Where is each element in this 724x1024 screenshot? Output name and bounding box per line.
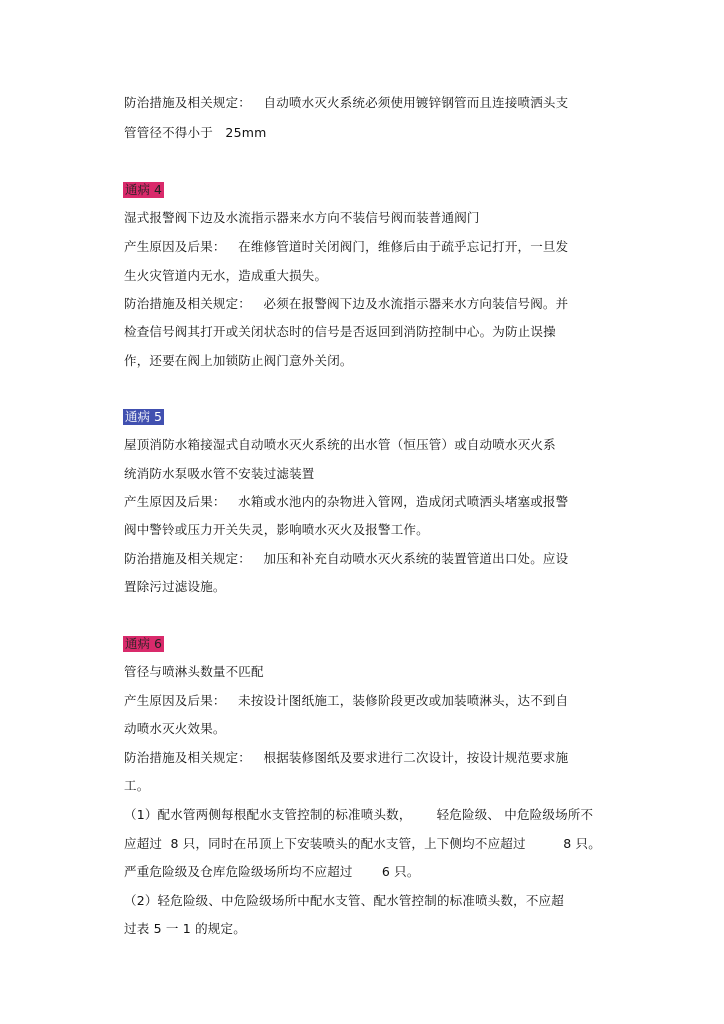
text-line: 防治措施及相关规定： 加压和补充自动喷水灭火系统的装置管道出口处。应设 (124, 551, 569, 566)
text-line: 严重危险级及仓库危险级场所均不应超过 6 只。 (124, 864, 420, 879)
text-line: （2）轻危险级、中危险级场所中配水支管、配水管控制的标准喷头数，不应超 (124, 893, 564, 908)
text-line: 产生原因及后果： 水箱或水池内的杂物进入管网，造成闭式喷洒头堵塞或报警 (124, 494, 569, 509)
defect-tag-6: 通病 6 (125, 636, 162, 651)
defect-tag-4: 通病 4 (125, 182, 162, 197)
text-line: 置除污过滤设施。 (124, 579, 226, 594)
text-line: 管管径不得小于 25mm (124, 125, 267, 140)
text-line: 应超过 8 只，同时在吊顶上下安装喷头的配水支管，上下侧均不应超过 8 只。 (124, 836, 601, 851)
text-line: 生火灾管道内无水，造成重大损失。 (124, 268, 328, 283)
text-line: 检查信号阀其打开或关闭状态时的信号是否返回到消防控制中心。为防止误操 (124, 324, 556, 339)
text-line: 防治措施及相关规定： 自动喷水灭火系统必须使用镀锌钢管而且连接喷洒头支 (124, 95, 569, 110)
text-line: 防治措施及相关规定： 根据装修图纸及要求进行二次设计，按设计规范要求施 (124, 750, 569, 765)
text-line: 工。 (124, 778, 150, 793)
text-line: 阀中警铃或压力开关失灵，影响喷水灭火及报警工作。 (124, 522, 429, 537)
defect-title: 统消防水泵吸水管不安装过滤装置 (124, 466, 315, 481)
text-line: 产生原因及后果： 未按设计图纸施工，装修阶段更改或加装喷淋头，达不到自 (124, 693, 569, 708)
defect-title: 管径与喷淋头数量不匹配 (124, 664, 264, 679)
defect-title: 屋顶消防水箱接湿式自动喷水灭火系统的出水管（恒压管）或自动喷水灭火系 (124, 437, 556, 452)
text-line: 过表 5 一 1 的规定。 (124, 921, 246, 936)
defect-title: 湿式报警阀下边及水流指示器来水方向不装信号阀而装普通阀门 (124, 210, 480, 225)
text-line: 产生原因及后果： 在维修管道时关闭阀门，维修后由于疏乎忘记打开，一旦发 (124, 239, 569, 254)
text-line: 防治措施及相关规定： 必须在报警阀下边及水流指示器来水方向装信号阀。并 (124, 296, 569, 311)
text-line: 动喷水灭火效果。 (124, 721, 226, 736)
defect-tag-5: 通病 5 (125, 409, 162, 424)
text-line: （1）配水管两侧每根配水支管控制的标准喷头数， 轻危险级、 中危险级场所不 (124, 807, 594, 822)
text-line: 作，还要在阀上加锁防止阀门意外关闭。 (124, 353, 353, 368)
